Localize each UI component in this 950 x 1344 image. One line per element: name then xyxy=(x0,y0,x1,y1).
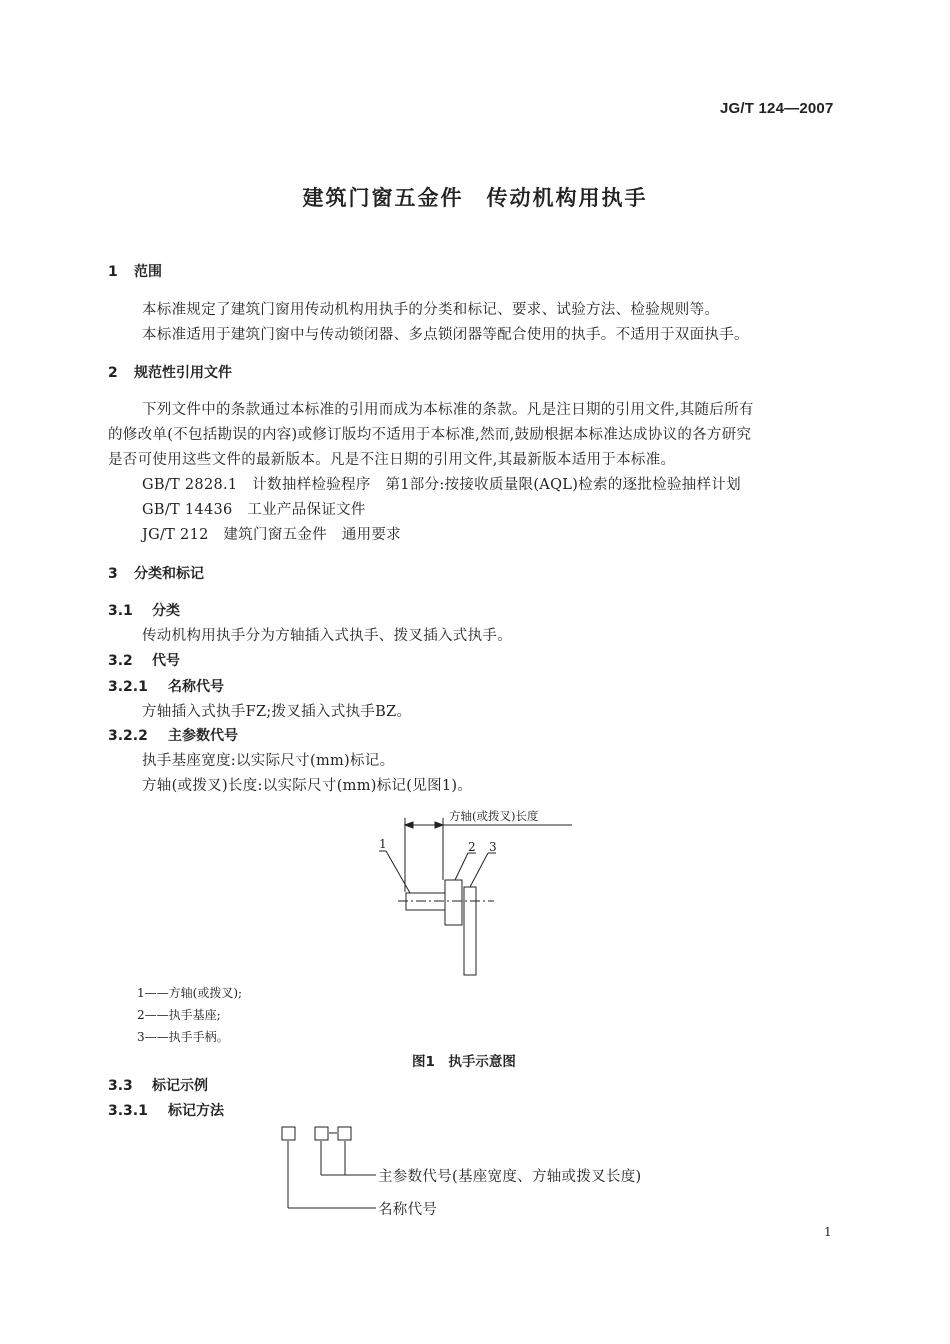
section-3-1-title: 分类 xyxy=(152,603,180,619)
dimension-arrow-left xyxy=(405,822,413,828)
figure-1-legend-2: 2——执手基座; xyxy=(137,1008,221,1022)
reference-jgt-212: JG/T 212 建筑门窗五金件 通用要求 xyxy=(142,527,402,543)
section-2-number: 2 xyxy=(108,365,118,381)
section-3-2-1-number: 3.2.1 xyxy=(108,679,148,695)
section-3-2-2-line-1: 执手基座宽度:以实际尺寸(mm)标记。 xyxy=(142,753,395,769)
section-2-paragraph-line-1: 下列文件中的条款通过本标准的引用而成为本标准的条款。凡是注日期的引用文件,其随后所有 xyxy=(142,402,754,418)
marking-box-name-code xyxy=(282,1127,295,1140)
callout-2-leader xyxy=(455,853,468,880)
section-3-2-number: 3.2 xyxy=(108,653,133,669)
section-3-1-text: 传动机构用执手分为方轴插入式执手、拨叉插入式执手。 xyxy=(142,628,512,644)
callout-2: 2 xyxy=(468,840,476,854)
section-3-2-2-number: 3.2.2 xyxy=(108,728,148,744)
section-3-2-title: 代号 xyxy=(152,653,180,669)
callout-3-leader xyxy=(470,853,488,887)
page-number: 1 xyxy=(824,1225,832,1239)
dimension-label: 方轴(或拨叉)长度 xyxy=(449,809,539,823)
marking-label-main-param: 主参数代号(基座宽度、方轴或拨叉长度) xyxy=(378,1169,642,1185)
figure-1-legend-1: 1——方轴(或拨叉); xyxy=(137,986,243,1000)
marking-box-param-2 xyxy=(338,1127,351,1140)
reference-gbt-2828: GB/T 2828.1 计数抽样检验程序 第1部分:按接收质量限(AQL)检索的逐批检验抽样计划 xyxy=(142,477,741,493)
standard-code: JG/T 124—2007 xyxy=(720,100,834,117)
callout-1: 1 xyxy=(379,837,387,851)
callout-3: 3 xyxy=(489,840,497,854)
callout-1-leader xyxy=(386,851,410,893)
marking-box-param-1 xyxy=(315,1127,328,1140)
section-3-3-heading xyxy=(108,1075,208,1095)
section-1-title: 范围 xyxy=(134,264,162,280)
page-title: 建筑门窗五金件 传动机构用执手 xyxy=(302,186,648,210)
figure-1-legend-3: 3——执手手柄。 xyxy=(137,1030,229,1044)
dimension-arrow-right xyxy=(435,822,443,828)
section-3-2-1-text: 方轴插入式执手FZ;拨叉插入式执手BZ。 xyxy=(142,704,412,720)
section-3-3-number: 3.3 xyxy=(108,1078,133,1094)
marking-label-name-code: 名称代号 xyxy=(378,1202,438,1218)
handle-grip xyxy=(464,887,476,975)
marking-diagram xyxy=(282,1127,376,1208)
section-2-paragraph-line-2: 的修改单(不包括勘误的内容)或修订版均不适用于本标准,然而,鼓励根据本标准达成协议的各方研究 xyxy=(108,427,752,443)
section-3-2-2-line-2: 方轴(或拨叉)长度:以实际尺寸(mm)标记(见图1)。 xyxy=(142,778,473,794)
figure-1-caption: 图1 执手示意图 xyxy=(412,1054,516,1070)
section-3-3-1-heading xyxy=(108,1100,224,1120)
section-2-paragraph-line-3: 是否可使用这些文件的最新版本。凡是不注日期的引用文件,其最新版本适用于本标准。 xyxy=(108,452,676,468)
section-3-1-number: 3.1 xyxy=(108,603,133,619)
reference-gbt-14436: GB/T 14436 工业产品保证文件 xyxy=(142,502,366,518)
section-1-paragraph-1: 本标准规定了建筑门窗用传动机构用执手的分类和标记、要求、试验方法、检验规则等。 xyxy=(142,302,720,318)
handle-base xyxy=(445,880,462,925)
section-2-title: 规范性引用文件 xyxy=(134,365,232,381)
section-3-2-2-title: 主参数代号 xyxy=(168,728,238,744)
section-3-2-1-title: 名称代号 xyxy=(168,679,224,695)
section-1-number: 1 xyxy=(108,264,118,280)
section-1-paragraph-2: 本标准适用于建筑门窗中与传动锁闭器、多点锁闭器等配合使用的执手。不适用于双面执手。 xyxy=(142,327,749,343)
section-3-3-1-number: 3.3.1 xyxy=(108,1103,148,1119)
section-3-number: 3 xyxy=(108,566,118,582)
section-3-title: 分类和标记 xyxy=(134,566,204,582)
section-3-3-title: 标记示例 xyxy=(152,1078,208,1094)
section-3-3-1-title: 标记方法 xyxy=(168,1103,224,1119)
